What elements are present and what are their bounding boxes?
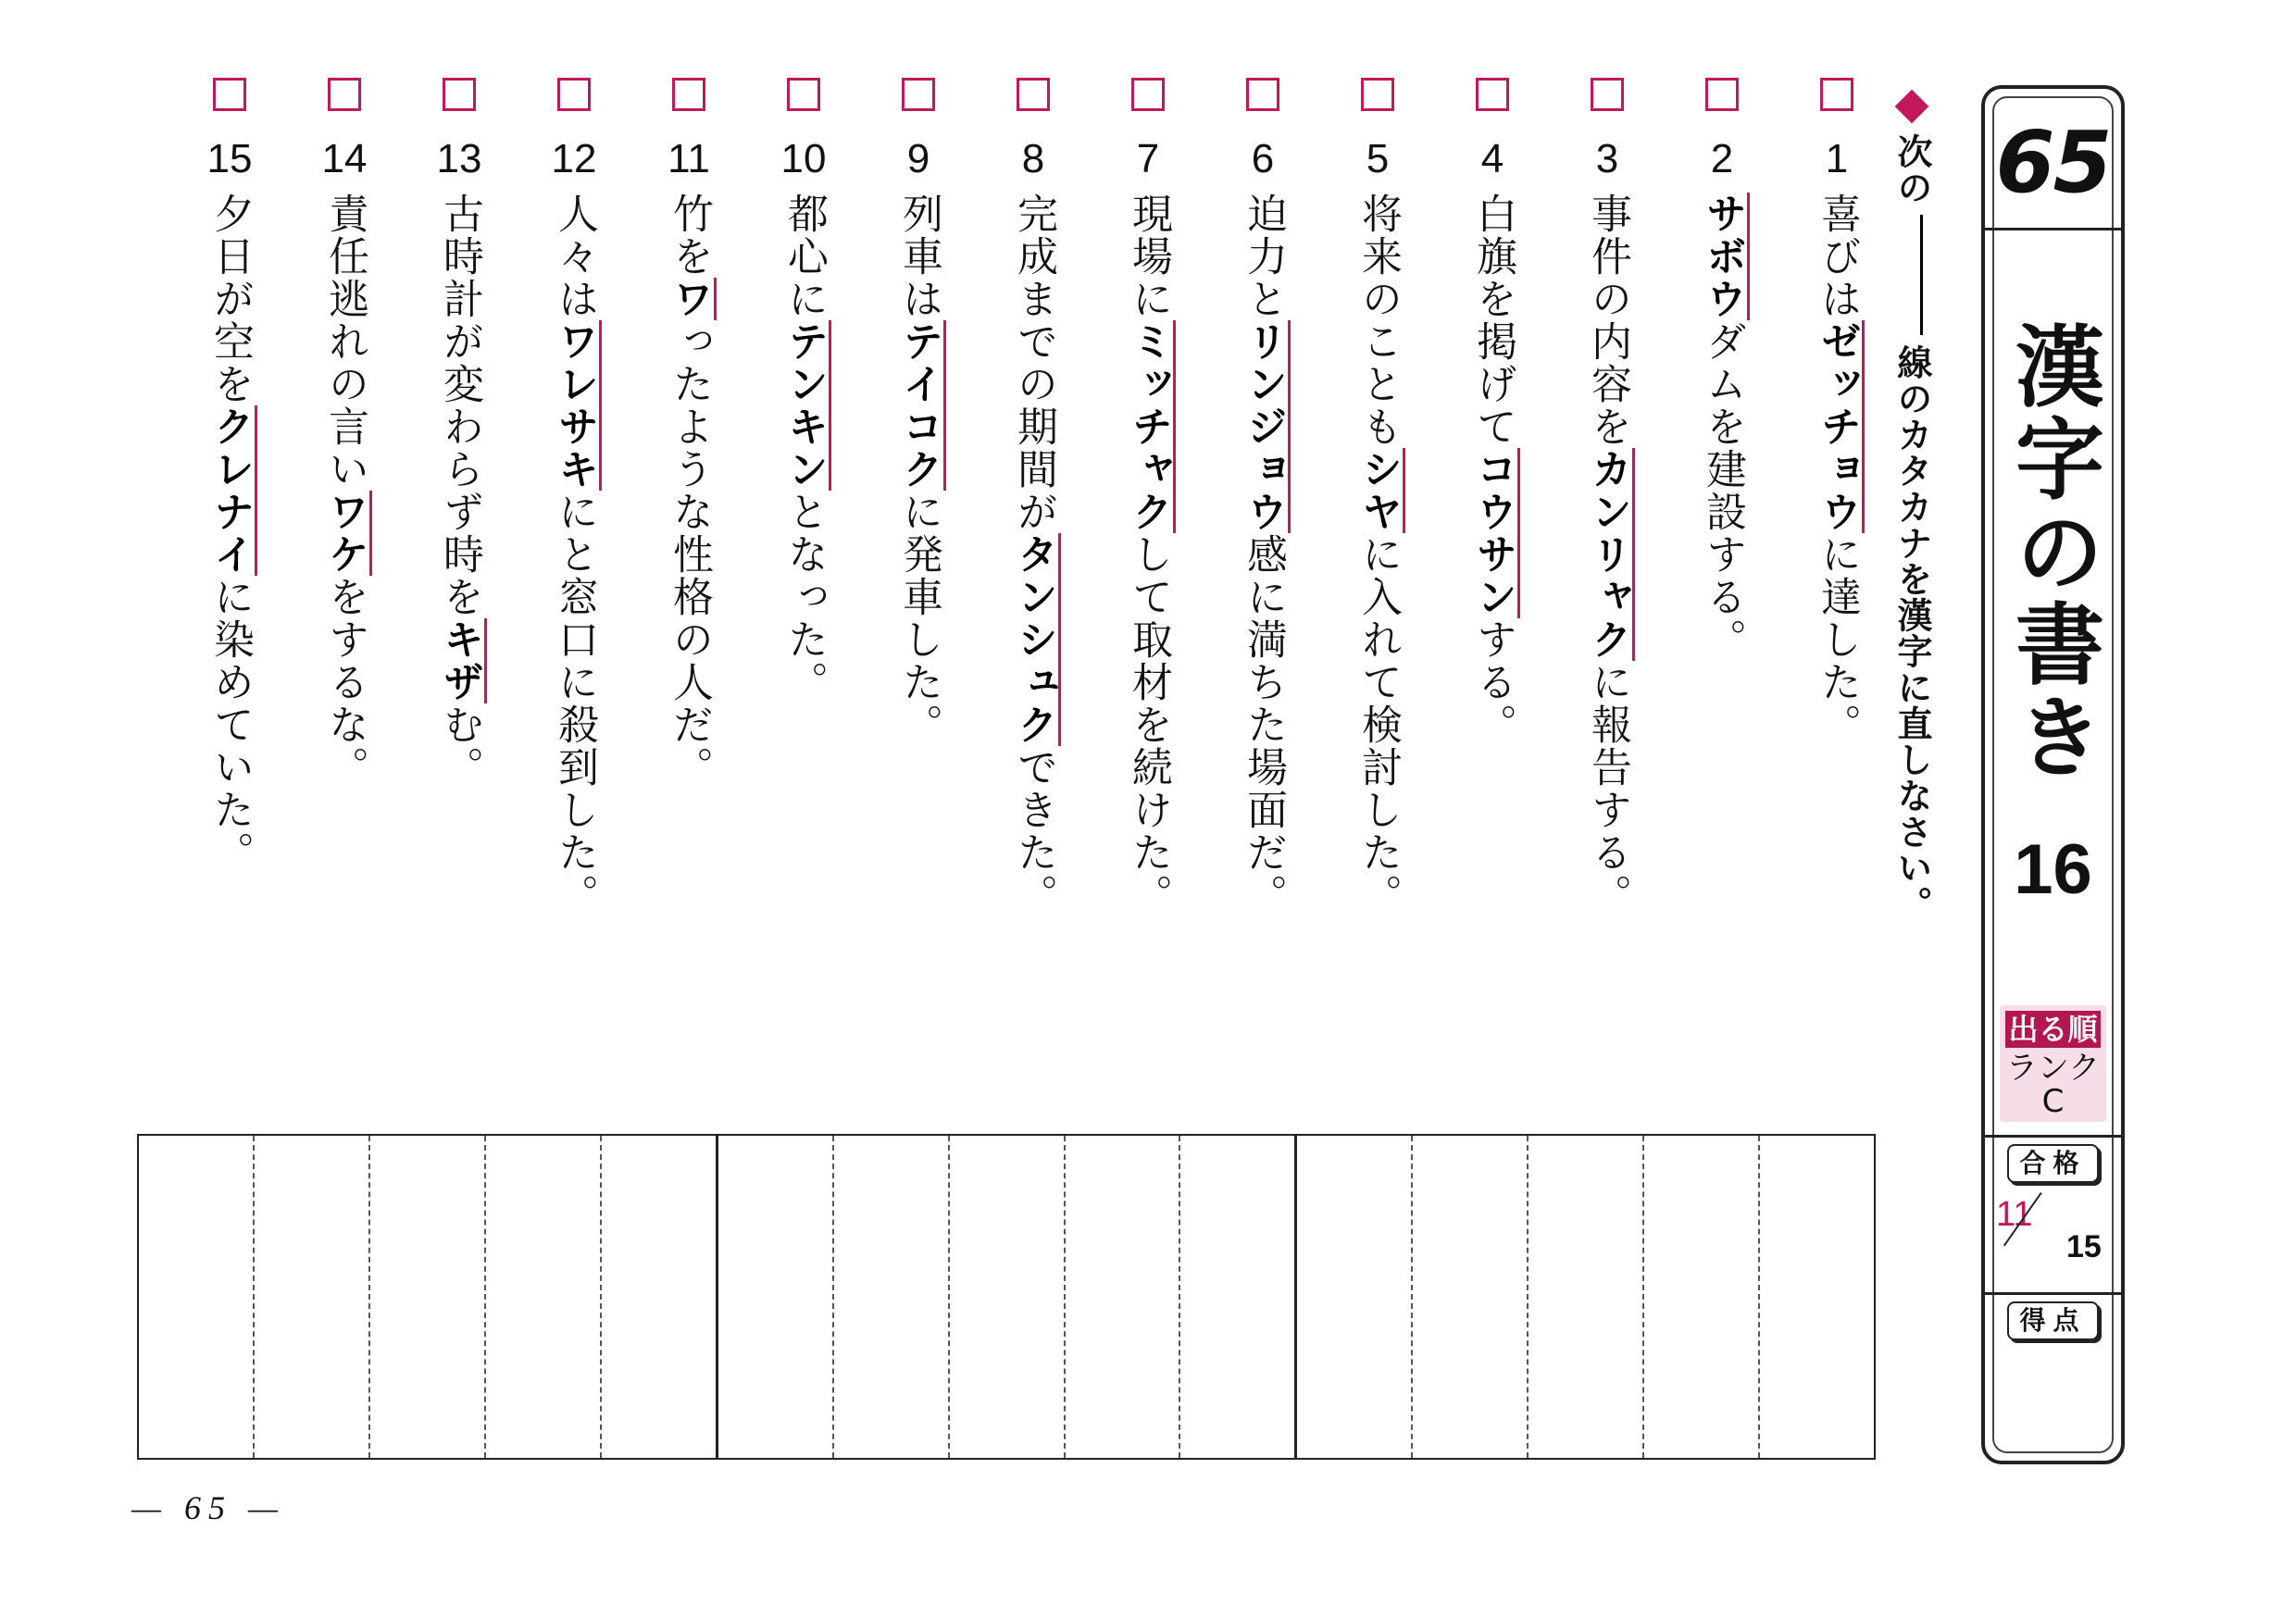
answer-grid [137, 1134, 1876, 1460]
pass-total: 15 [2066, 1229, 2102, 1264]
underline-sample [1920, 215, 1923, 335]
katakana-target: テイコク [895, 320, 946, 491]
answer-cell-8[interactable] [950, 1136, 1066, 1458]
question-sentence: 責任逃れの言いワケをするな。 [318, 193, 370, 789]
question-number: 2 [1710, 136, 1734, 181]
question-number: 14 [321, 136, 368, 181]
title-panel [1981, 85, 2125, 1464]
check-box[interactable] [1591, 78, 1624, 111]
question-sentence: 夕日が空をクレナイに染めていた。 [204, 193, 256, 874]
divider [1985, 1292, 2121, 1295]
question-sentence: 現場にミッチャクして取材を続けた。 [1122, 193, 1174, 916]
question-number: 1 [1825, 136, 1849, 181]
instruction-text: 次の線のカタカナを漢字に直しなさい。 [1891, 133, 1932, 922]
answer-cell-15[interactable] [139, 1136, 255, 1458]
score-label: 得点 [2007, 1301, 2099, 1340]
question-number: 11 [668, 136, 710, 181]
answer-cell-12[interactable] [486, 1136, 602, 1458]
check-box[interactable] [787, 78, 820, 111]
rank-badge [2000, 1005, 2106, 1122]
question-sentence: 列車はテイコクに発車した。 [892, 193, 944, 746]
check-box[interactable] [557, 78, 591, 111]
katakana-target: ゼッチョウ [1814, 320, 1865, 533]
katakana-target: ワ [666, 278, 717, 320]
check-box[interactable] [672, 78, 705, 111]
question-sentence: 竹をワったような性格の人だ。 [663, 193, 715, 789]
check-box[interactable] [213, 78, 246, 111]
answer-cell-2[interactable] [1644, 1136, 1760, 1458]
katakana-target: テンキン [780, 320, 831, 491]
question-number: 9 [906, 136, 930, 181]
page-number: — 65 — [131, 1489, 286, 1526]
question-number: 8 [1021, 136, 1045, 181]
katakana-target: シヤ [1354, 448, 1405, 533]
question-number: 13 [436, 136, 482, 181]
rank-line-2: C [2041, 1083, 2065, 1120]
divider [1985, 1135, 2121, 1138]
rank-value [2000, 1052, 2106, 1118]
rank-line-1: ランク [2005, 1050, 2101, 1087]
check-box[interactable] [328, 78, 361, 111]
question-number: 12 [551, 136, 597, 181]
pass-label: 合格 [2007, 1144, 2099, 1183]
page-title: 漢字の書き [2001, 320, 2105, 783]
katakana-target: リンジョウ [1240, 320, 1291, 533]
question-sentence: サボウダムを建設する。 [1696, 193, 1748, 661]
question-sentence: 古時計が変わらず時をキザむ。 [433, 193, 485, 789]
question-sentence: 事件の内容をカンリャクに報告する。 [1581, 193, 1633, 916]
answer-cell-6[interactable] [1180, 1136, 1297, 1458]
check-box[interactable] [1246, 78, 1279, 111]
question-number: 5 [1366, 136, 1390, 181]
answer-cell-4[interactable] [1413, 1136, 1529, 1458]
diamond-bullet-icon [1895, 90, 1929, 124]
check-box[interactable] [1017, 78, 1050, 111]
katakana-target: タンシュク [1010, 533, 1061, 746]
title-number: 16 [2014, 830, 2092, 909]
rank-label: 出る順 [2005, 1011, 2101, 1048]
katakana-target: サボウ [1699, 193, 1750, 320]
question-sentence: 喜びはゼッチョウに達した。 [1811, 193, 1863, 746]
question-sentence: 将来のこともシヤに入れて検討した。 [1352, 193, 1404, 916]
check-box[interactable] [1705, 78, 1739, 111]
check-box[interactable] [1361, 78, 1394, 111]
question-sentence: 完成までの期間がタンシュクできた。 [1007, 193, 1059, 916]
pass-score: 11 [1996, 1195, 2033, 1234]
question-number: 3 [1595, 136, 1619, 181]
answer-cell-5[interactable] [1297, 1136, 1413, 1458]
question-number: 10 [780, 136, 827, 181]
answer-cell-1[interactable] [1760, 1136, 1874, 1458]
check-box[interactable] [443, 78, 476, 111]
check-box[interactable] [1820, 78, 1853, 111]
katakana-target: コウサン [1469, 448, 1520, 618]
question-number: 6 [1251, 136, 1275, 181]
question-sentence: 人々はワレサキにと窓口に殺到した。 [548, 193, 600, 916]
check-box[interactable] [1476, 78, 1509, 111]
katakana-target: ワレサキ [551, 320, 602, 491]
check-box[interactable] [902, 78, 935, 111]
answer-cell-10[interactable] [718, 1136, 834, 1458]
question-number: 15 [206, 136, 253, 181]
answer-cell-9[interactable] [834, 1136, 950, 1458]
katakana-target: ワケ [321, 491, 372, 576]
question-number: 4 [1480, 136, 1504, 181]
question-number: 7 [1136, 136, 1160, 181]
question-sentence: 都心にテンキンとなった。 [778, 193, 830, 703]
katakana-target: キザ [436, 618, 487, 703]
instruction [1885, 85, 1940, 922]
check-box[interactable] [1131, 78, 1165, 111]
answer-cell-3[interactable] [1529, 1136, 1644, 1458]
answer-cell-14[interactable] [255, 1136, 370, 1458]
answer-cell-7[interactable] [1066, 1136, 1181, 1458]
divider [1985, 228, 2121, 230]
lesson-number: 65 [1995, 113, 2111, 212]
question-sentence: 迫力とリンジョウ感に満ちた場面だ。 [1237, 193, 1289, 916]
katakana-target: ミッチャク [1125, 320, 1176, 533]
katakana-target: クレナイ [206, 405, 257, 576]
answer-cell-11[interactable] [602, 1136, 718, 1458]
answer-cell-13[interactable] [370, 1136, 486, 1458]
katakana-target: カンリャク [1584, 448, 1635, 661]
question-sentence: 白旗を掲げてコウサンする。 [1466, 193, 1518, 746]
